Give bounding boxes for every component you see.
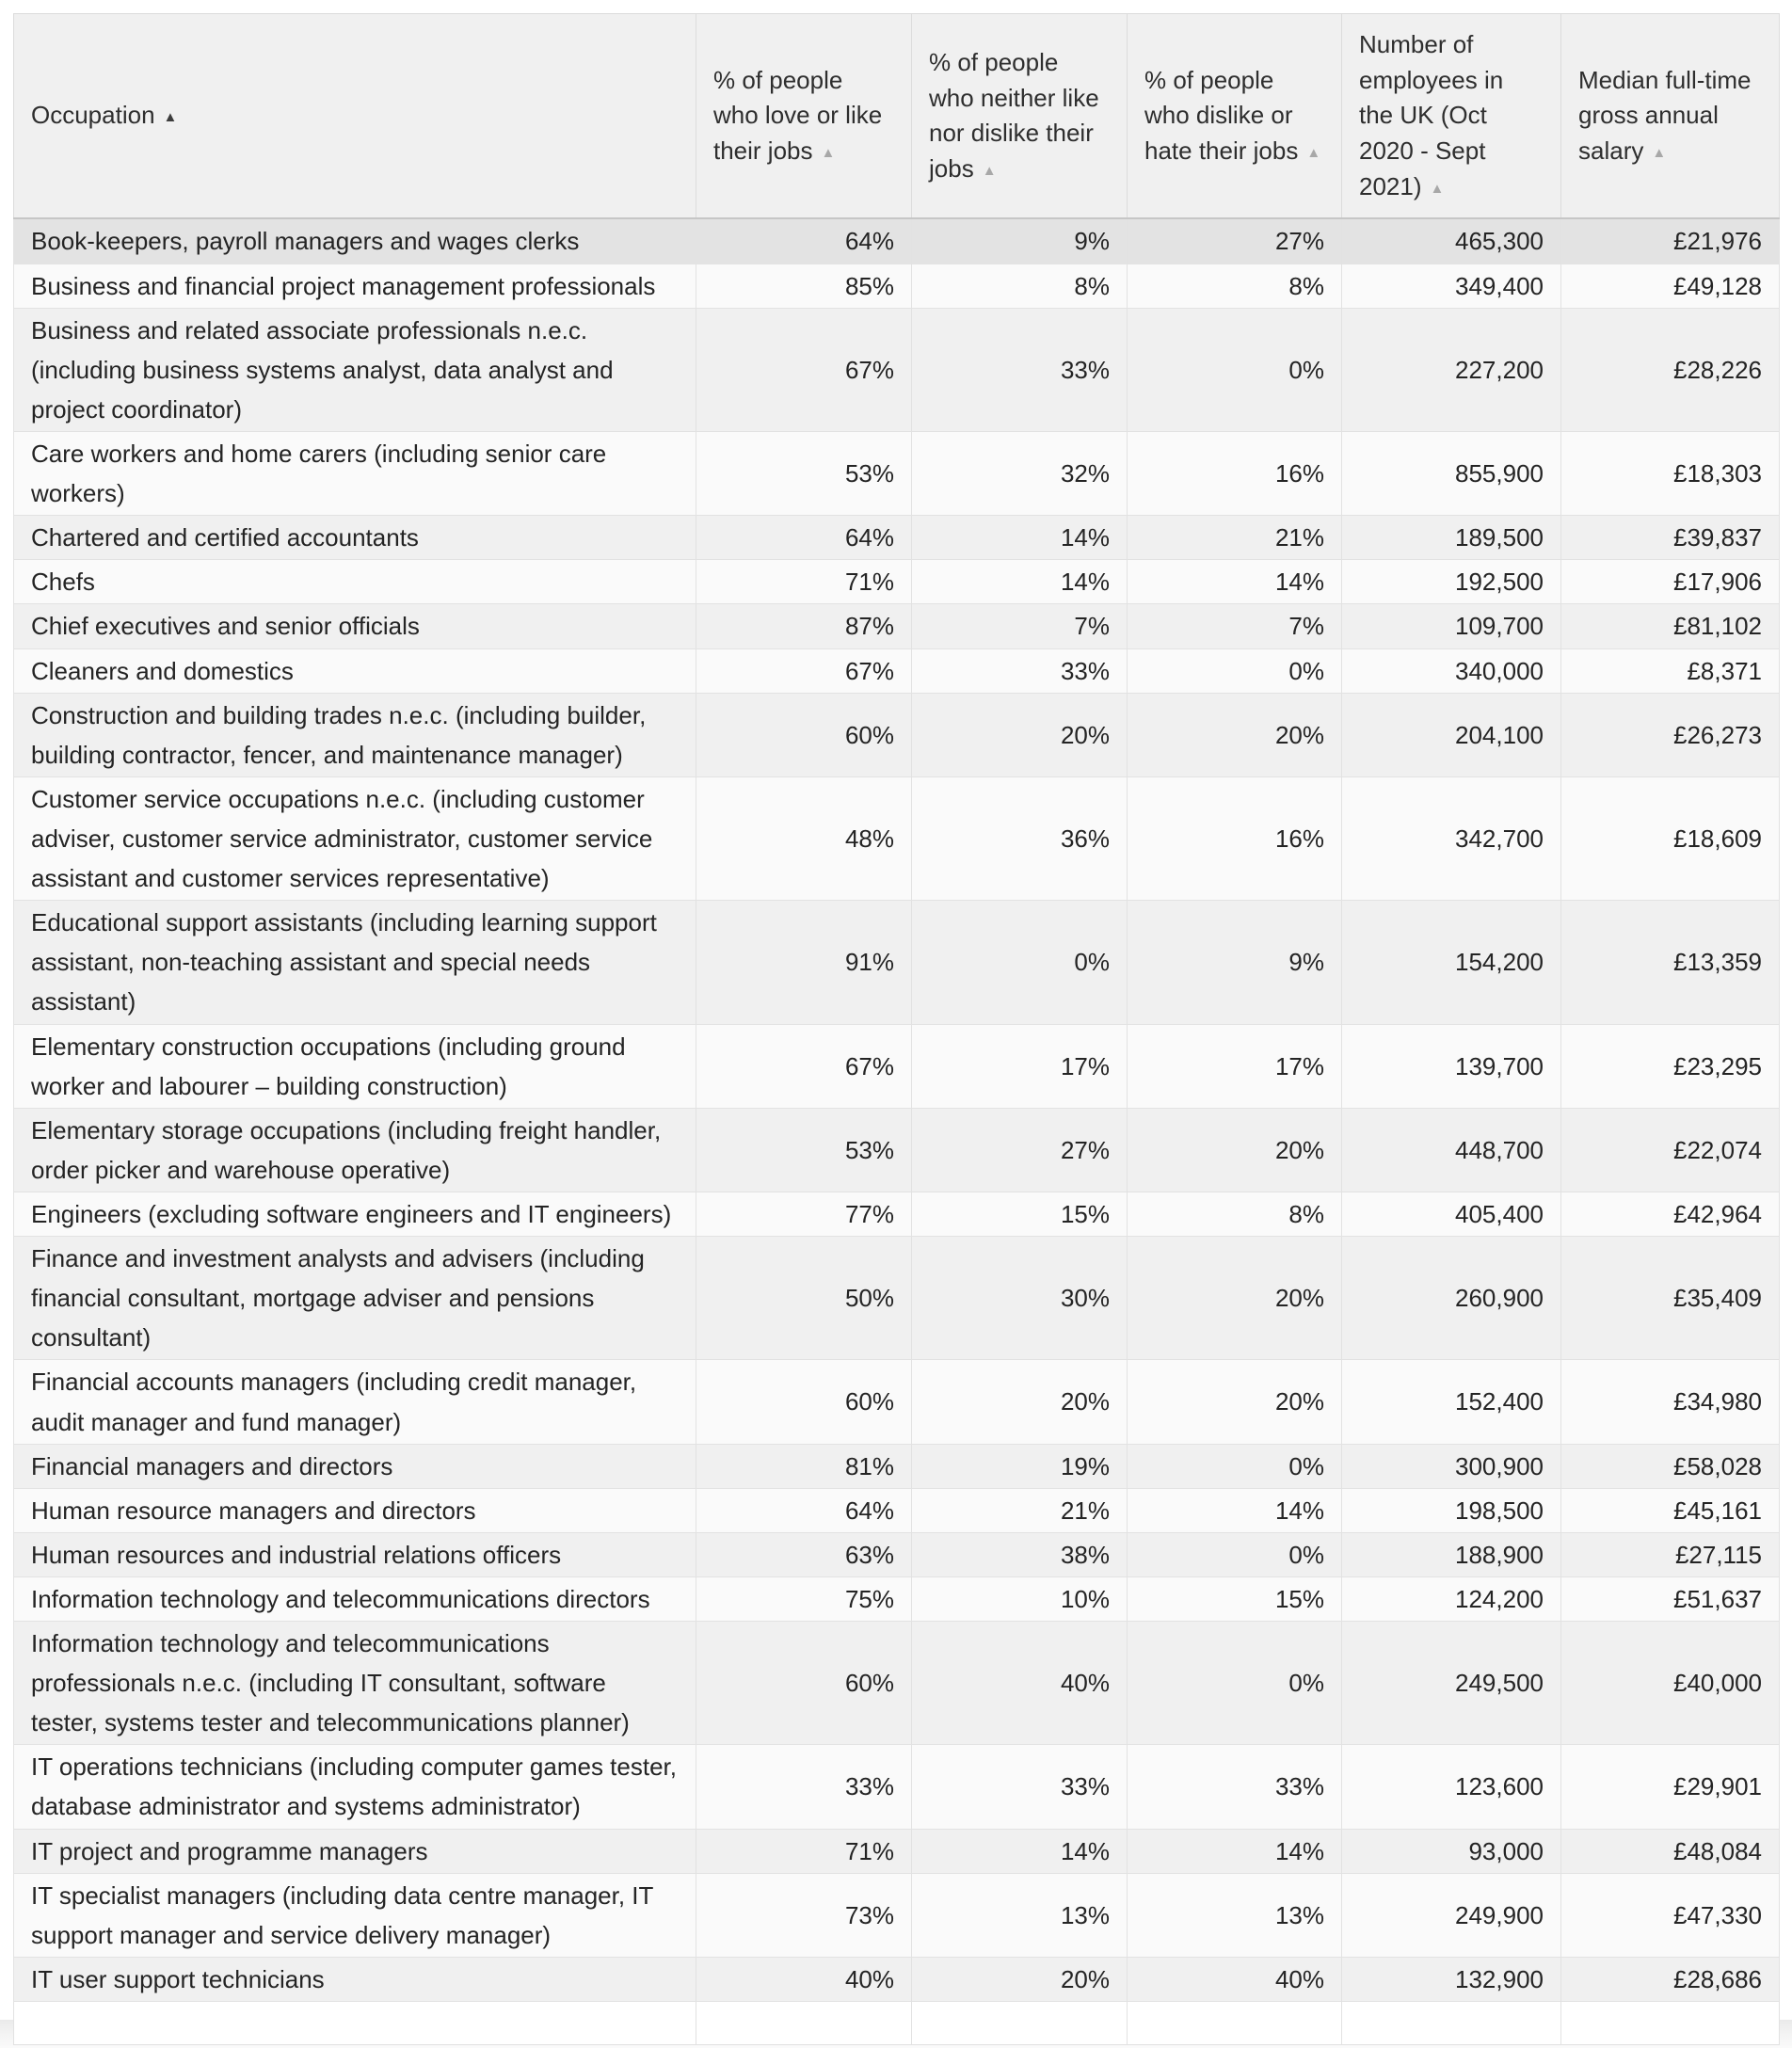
salary-cell: £81,102	[1561, 604, 1780, 648]
sort-ascending-icon: ▲	[1652, 145, 1667, 162]
occupation-cell: Human resource managers and directors	[14, 1488, 696, 1532]
occupation-cell: Construction and building trades n.e.c. (including builder, building contractor, fencer, and maintenance manager)	[14, 693, 696, 776]
love-percent-cell: 81%	[696, 1444, 912, 1488]
occupation-cell: Customer service occupations n.e.c. (including customer adviser, customer service administrator, customer service assistant and customer services representative)	[14, 776, 696, 900]
neutral-percent-cell: 20%	[912, 1957, 1128, 2001]
table-row	[14, 1532, 1780, 1576]
love-percent-cell: 48%	[696, 776, 912, 900]
table-row	[14, 1829, 1780, 1873]
dislike-percent-cell: 16%	[1128, 776, 1342, 900]
neutral-percent-cell: 30%	[912, 1237, 1128, 1360]
column-header-label: Number of employees in the UK (Oct 2020 - Sept 2021)	[1359, 30, 1504, 200]
salary-cell: £18,303	[1561, 431, 1780, 515]
salary-cell: £22,074	[1561, 1108, 1780, 1192]
love-percent-cell: 67%	[696, 648, 912, 693]
salary-cell: £49,128	[1561, 264, 1780, 308]
salary-cell: £51,637	[1561, 1576, 1780, 1621]
dislike-percent-cell: 20%	[1128, 1360, 1342, 1444]
dislike-percent-cell: 0%	[1128, 648, 1342, 693]
love-percent-cell	[696, 2002, 912, 2045]
employees-cell: 342,700	[1342, 776, 1561, 900]
dislike-percent-cell: 14%	[1128, 1488, 1342, 1532]
love-percent-cell: 60%	[696, 1360, 912, 1444]
love-percent-cell: 40%	[696, 1957, 912, 2001]
column-header-salary[interactable]	[1561, 14, 1780, 219]
dislike-percent-cell: 16%	[1128, 431, 1342, 515]
love-percent-cell: 71%	[696, 560, 912, 604]
neutral-percent-cell: 13%	[912, 1873, 1128, 1957]
column-header-employees[interactable]	[1342, 14, 1561, 219]
employees-cell: 349,400	[1342, 264, 1561, 308]
dislike-percent-cell: 0%	[1128, 308, 1342, 431]
love-percent-cell: 67%	[696, 1024, 912, 1108]
salary-cell: £35,409	[1561, 1237, 1780, 1360]
salary-cell: £26,273	[1561, 693, 1780, 776]
employees-cell: 192,500	[1342, 560, 1561, 604]
sort-ascending-icon: ▲	[163, 109, 178, 126]
love-percent-cell: 50%	[696, 1237, 912, 1360]
salary-cell: £27,115	[1561, 1532, 1780, 1576]
occupation-cell: Information technology and telecommunications directors	[14, 1576, 696, 1621]
table-row	[14, 560, 1780, 604]
salary-cell: £40,000	[1561, 1622, 1780, 1745]
employees-cell: 227,200	[1342, 308, 1561, 431]
occupation-cell: Information technology and telecommunications professionals n.e.c. (including IT consultant, software tester, systems tester and telecommunications planner)	[14, 1622, 696, 1745]
love-percent-cell: 53%	[696, 1108, 912, 1192]
employees-cell: 448,700	[1342, 1108, 1561, 1192]
neutral-percent-cell: 10%	[912, 1576, 1128, 1621]
love-percent-cell: 64%	[696, 218, 912, 264]
neutral-percent-cell	[912, 2002, 1128, 2045]
table-row	[14, 1108, 1780, 1192]
occupation-cell: Business and related associate professionals n.e.c. (including business systems analyst, data analyst and project coordinator)	[14, 308, 696, 431]
dislike-percent-cell: 7%	[1128, 604, 1342, 648]
neutral-percent-cell: 20%	[912, 693, 1128, 776]
salary-cell: £13,359	[1561, 901, 1780, 1024]
salary-cell: £48,084	[1561, 1829, 1780, 1873]
neutral-percent-cell: 38%	[912, 1532, 1128, 1576]
neutral-percent-cell: 19%	[912, 1444, 1128, 1488]
table-row	[14, 648, 1780, 693]
occupation-cell: Elementary storage occupations (including freight handler, order picker and warehouse operative)	[14, 1108, 696, 1192]
occupation-cell: Book-keepers, payroll managers and wages clerks	[14, 218, 696, 264]
salary-cell: £17,906	[1561, 560, 1780, 604]
column-header-label: % of people who love or like their jobs	[713, 65, 883, 166]
love-percent-cell: 60%	[696, 1622, 912, 1745]
salary-cell: £58,028	[1561, 1444, 1780, 1488]
neutral-percent-cell: 32%	[912, 431, 1128, 515]
love-percent-cell: 77%	[696, 1192, 912, 1236]
table-row	[14, 264, 1780, 308]
salary-cell: £29,901	[1561, 1745, 1780, 1829]
neutral-percent-cell: 15%	[912, 1192, 1128, 1236]
neutral-percent-cell: 33%	[912, 1745, 1128, 1829]
dislike-percent-cell: 0%	[1128, 1532, 1342, 1576]
love-percent-cell: 63%	[696, 1532, 912, 1576]
column-header-neutral-jobs[interactable]	[912, 14, 1128, 219]
neutral-percent-cell: 8%	[912, 264, 1128, 308]
salary-cell: £28,686	[1561, 1957, 1780, 2001]
love-percent-cell: 75%	[696, 1576, 912, 1621]
occupation-cell: Chefs	[14, 560, 696, 604]
neutral-percent-cell: 14%	[912, 560, 1128, 604]
header-row	[14, 14, 1780, 219]
love-percent-cell: 91%	[696, 901, 912, 1024]
employees-cell: 189,500	[1342, 516, 1561, 560]
table-row	[14, 1192, 1780, 1236]
dislike-percent-cell: 17%	[1128, 1024, 1342, 1108]
salary-cell: £18,609	[1561, 776, 1780, 900]
column-header-love-jobs[interactable]	[696, 14, 912, 219]
neutral-percent-cell: 0%	[912, 901, 1128, 1024]
table-row	[14, 693, 1780, 776]
table-header	[14, 14, 1780, 219]
employees-cell: 188,900	[1342, 1532, 1561, 1576]
occupation-satisfaction-table	[13, 13, 1780, 2045]
table-row	[14, 308, 1780, 431]
employees-cell: 93,000	[1342, 1829, 1561, 1873]
love-percent-cell: 67%	[696, 308, 912, 431]
salary-cell: £23,295	[1561, 1024, 1780, 1108]
salary-cell: £47,330	[1561, 1873, 1780, 1957]
dislike-percent-cell: 40%	[1128, 1957, 1342, 2001]
employees-cell: 198,500	[1342, 1488, 1561, 1532]
love-percent-cell: 33%	[696, 1745, 912, 1829]
employees-cell: 109,700	[1342, 604, 1561, 648]
dislike-percent-cell: 13%	[1128, 1873, 1342, 1957]
dislike-percent-cell: 33%	[1128, 1745, 1342, 1829]
employees-cell: 204,100	[1342, 693, 1561, 776]
table-row	[14, 1444, 1780, 1488]
salary-cell: £39,837	[1561, 516, 1780, 560]
dislike-percent-cell: 0%	[1128, 1444, 1342, 1488]
dislike-percent-cell: 8%	[1128, 264, 1342, 308]
column-header-label: Median full-time gross annual salary	[1578, 65, 1752, 166]
salary-cell: £28,226	[1561, 308, 1780, 431]
dislike-percent-cell: 20%	[1128, 1237, 1342, 1360]
table-row	[14, 1622, 1780, 1745]
table-row	[14, 516, 1780, 560]
occupation-cell	[14, 2002, 696, 2045]
column-header-label: % of people who dislike or hate their jobs	[1144, 65, 1299, 166]
salary-cell	[1561, 2002, 1780, 2045]
neutral-percent-cell: 27%	[912, 1108, 1128, 1192]
dislike-percent-cell: 15%	[1128, 1576, 1342, 1621]
dislike-percent-cell: 20%	[1128, 1108, 1342, 1192]
love-percent-cell: 71%	[696, 1829, 912, 1873]
neutral-percent-cell: 14%	[912, 516, 1128, 560]
neutral-percent-cell: 20%	[912, 1360, 1128, 1444]
employees-cell: 249,500	[1342, 1622, 1561, 1745]
employees-cell: 152,400	[1342, 1360, 1561, 1444]
dislike-percent-cell: 8%	[1128, 1192, 1342, 1236]
neutral-percent-cell: 33%	[912, 648, 1128, 693]
dislike-percent-cell: 9%	[1128, 901, 1342, 1024]
employees-cell: 139,700	[1342, 1024, 1561, 1108]
table-body	[14, 218, 1780, 2044]
occupation-cell: Chief executives and senior officials	[14, 604, 696, 648]
employees-cell: 260,900	[1342, 1237, 1561, 1360]
love-percent-cell: 87%	[696, 604, 912, 648]
occupation-cell: IT operations technicians (including computer games tester, database administrator and systems administrator)	[14, 1745, 696, 1829]
sort-ascending-icon: ▲	[1306, 145, 1321, 162]
love-percent-cell: 64%	[696, 516, 912, 560]
table-row	[14, 1957, 1780, 2001]
column-header-occupation[interactable]	[14, 14, 696, 219]
love-percent-cell: 73%	[696, 1873, 912, 1957]
table-row	[14, 1745, 1780, 1829]
table-row	[14, 1237, 1780, 1360]
employees-cell: 249,900	[1342, 1873, 1561, 1957]
table-row	[14, 431, 1780, 515]
employees-cell: 154,200	[1342, 901, 1561, 1024]
occupation-cell: Care workers and home carers (including senior care workers)	[14, 431, 696, 515]
neutral-percent-cell: 7%	[912, 604, 1128, 648]
employees-cell: 123,600	[1342, 1745, 1561, 1829]
table-row	[14, 776, 1780, 900]
salary-cell: £42,964	[1561, 1192, 1780, 1236]
occupation-cell: Human resources and industrial relations officers	[14, 1532, 696, 1576]
love-percent-cell: 85%	[696, 264, 912, 308]
neutral-percent-cell: 21%	[912, 1488, 1128, 1532]
table-row	[14, 218, 1780, 264]
neutral-percent-cell: 9%	[912, 218, 1128, 264]
table-row	[14, 901, 1780, 1024]
table-row	[14, 1024, 1780, 1108]
dislike-percent-cell: 14%	[1128, 1829, 1342, 1873]
dislike-percent-cell	[1128, 2002, 1342, 2045]
occupation-cell: Engineers (excluding software engineers and IT engineers)	[14, 1192, 696, 1236]
table-row	[14, 1873, 1780, 1957]
salary-cell: £45,161	[1561, 1488, 1780, 1532]
salary-cell: £34,980	[1561, 1360, 1780, 1444]
employees-cell: 855,900	[1342, 431, 1561, 515]
occupation-cell: Chartered and certified accountants	[14, 516, 696, 560]
column-header-label: % of people who neither like nor dislike their jobs	[929, 47, 1099, 183]
occupation-cell: Cleaners and domestics	[14, 648, 696, 693]
employees-cell: 465,300	[1342, 218, 1561, 264]
love-percent-cell: 64%	[696, 1488, 912, 1532]
neutral-percent-cell: 36%	[912, 776, 1128, 900]
occupation-cell: IT user support technicians	[14, 1957, 696, 2001]
employees-cell	[1342, 2002, 1561, 2045]
dislike-percent-cell: 20%	[1128, 693, 1342, 776]
occupation-cell: Business and financial project management professionals	[14, 264, 696, 308]
occupation-cell: IT project and programme managers	[14, 1829, 696, 1873]
neutral-percent-cell: 40%	[912, 1622, 1128, 1745]
employees-cell: 340,000	[1342, 648, 1561, 693]
column-header-label: Occupation	[31, 101, 155, 130]
occupation-cell: Finance and investment analysts and advisers (including financial consultant, mortgage adviser and pensions consultant)	[14, 1237, 696, 1360]
empty-row	[14, 2002, 1780, 2045]
neutral-percent-cell: 17%	[912, 1024, 1128, 1108]
employees-cell: 132,900	[1342, 1957, 1561, 2001]
table-row	[14, 1576, 1780, 1621]
sort-ascending-icon: ▲	[1430, 180, 1445, 197]
dislike-percent-cell: 21%	[1128, 516, 1342, 560]
occupation-cell: Financial accounts managers (including credit manager, audit manager and fund manager)	[14, 1360, 696, 1444]
dislike-percent-cell: 27%	[1128, 218, 1342, 264]
love-percent-cell: 60%	[696, 693, 912, 776]
dislike-percent-cell: 14%	[1128, 560, 1342, 604]
neutral-percent-cell: 14%	[912, 1829, 1128, 1873]
table-row	[14, 604, 1780, 648]
column-header-dislike-jobs[interactable]	[1128, 14, 1342, 219]
occupation-cell: Educational support assistants (including learning support assistant, non-teaching assistant and special needs assistant)	[14, 901, 696, 1024]
table-row	[14, 1488, 1780, 1532]
table-row	[14, 1360, 1780, 1444]
employees-cell: 405,400	[1342, 1192, 1561, 1236]
sort-ascending-icon: ▲	[821, 145, 836, 162]
occupation-cell: Elementary construction occupations (including ground worker and labourer – building construction)	[14, 1024, 696, 1108]
dislike-percent-cell: 0%	[1128, 1622, 1342, 1745]
occupation-cell: IT specialist managers (including data centre manager, IT support manager and service delivery manager)	[14, 1873, 696, 1957]
neutral-percent-cell: 33%	[912, 308, 1128, 431]
love-percent-cell: 53%	[696, 431, 912, 515]
employees-cell: 124,200	[1342, 1576, 1561, 1621]
sort-ascending-icon: ▲	[982, 162, 997, 179]
employees-cell: 300,900	[1342, 1444, 1561, 1488]
salary-cell: £21,976	[1561, 218, 1780, 264]
salary-cell: £8,371	[1561, 648, 1780, 693]
occupation-cell: Financial managers and directors	[14, 1444, 696, 1488]
